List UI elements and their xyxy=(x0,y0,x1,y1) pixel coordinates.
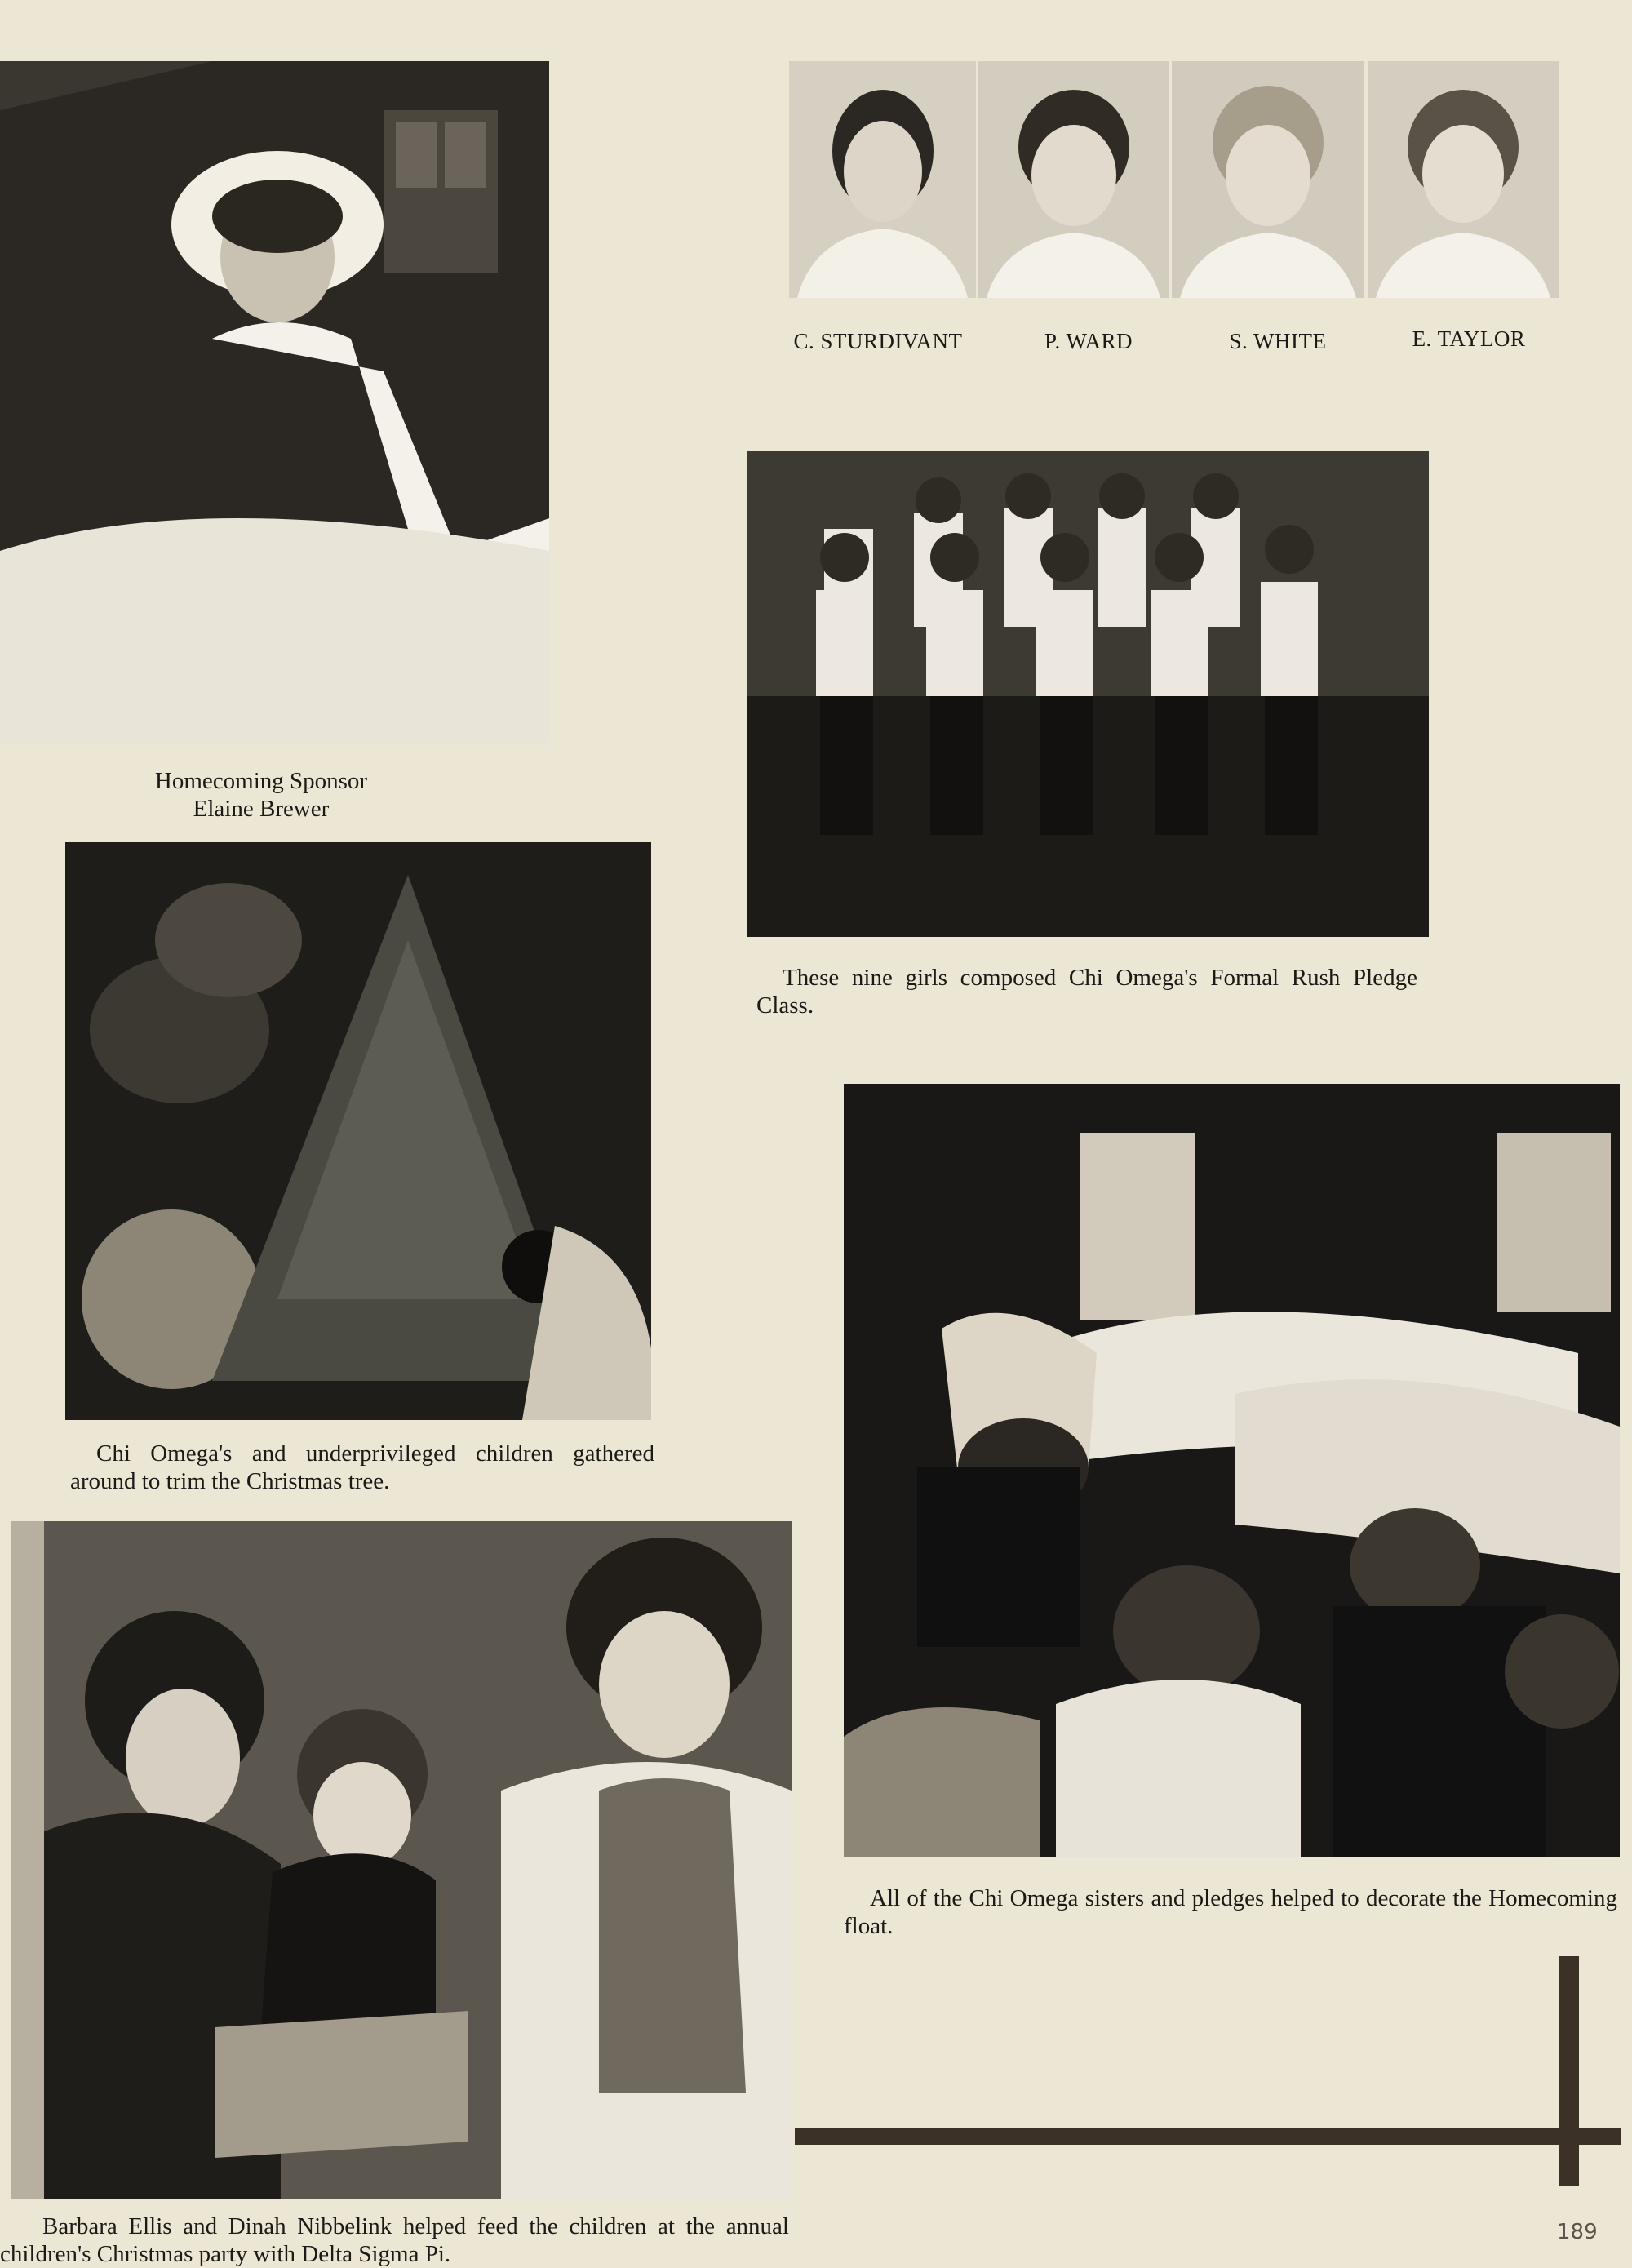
christmas-tree-caption: Chi Omega's and underprivileged children gathered around to trim the Christmas tree. xyxy=(70,1440,654,1494)
christmas-party-photo xyxy=(11,1521,792,2199)
pledge-class-photo xyxy=(747,451,1429,937)
horizontal-rule xyxy=(795,2128,1621,2145)
christmas-tree-photo xyxy=(65,842,651,1420)
portrait-photo xyxy=(1172,61,1364,298)
christmas-party-caption: Barbara Ellis and Dinah Nibbelink helped feed the children at the annual children's Christmas party with Delta Sigma Pi. xyxy=(0,2213,789,2267)
sponsor-caption-name: Elaine Brewer xyxy=(193,796,330,822)
portrait-name: S. WHITE xyxy=(1229,329,1327,353)
homecoming-float-photo xyxy=(844,1084,1620,1857)
portrait-name: E. TAYLOR xyxy=(1412,326,1526,351)
portrait-photo xyxy=(978,61,1169,298)
homecoming-sponsor-photo xyxy=(0,61,549,743)
sponsor-caption xyxy=(49,767,473,823)
homecoming-float-caption: All of the Chi Omega sisters and pledges helped to decorate the Homecoming float. xyxy=(844,1885,1617,1939)
portrait-photo xyxy=(1368,61,1559,298)
sponsor-caption-title: Homecoming Sponsor xyxy=(154,768,368,794)
portrait-photo xyxy=(789,61,976,298)
vertical-rule xyxy=(1559,1956,1579,2186)
page-number: 189 xyxy=(1557,2220,1598,2244)
portrait-name: C. STURDIVANT xyxy=(793,329,963,353)
pledge-class-caption: These nine girls composed Chi Omega's Formal Rush Pledge Class. xyxy=(756,965,1417,1019)
portrait-name: P. WARD xyxy=(1044,329,1133,353)
